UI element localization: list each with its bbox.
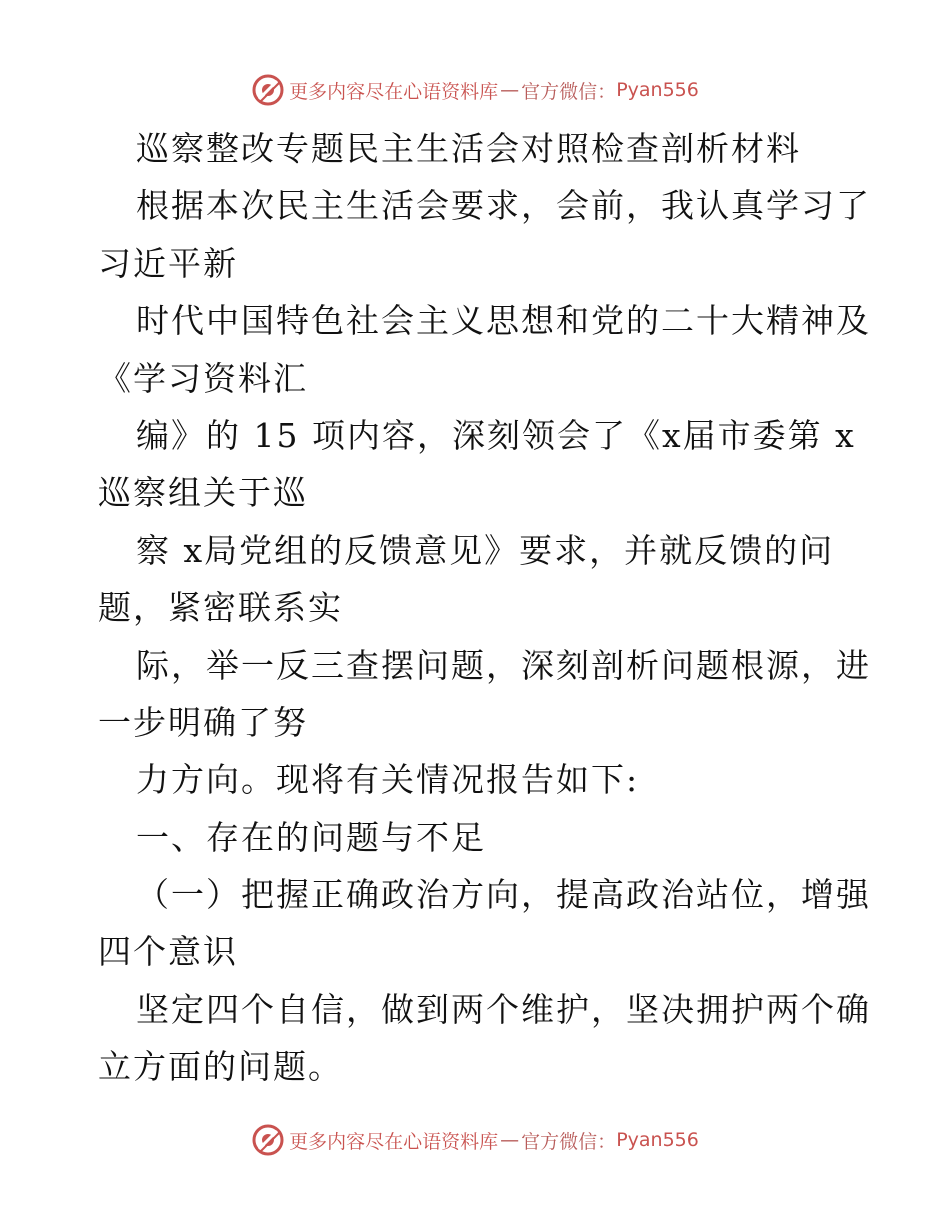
banner-wechat-id: Pyan556: [616, 79, 699, 101]
paragraph-line: 题，紧密联系实: [98, 588, 343, 628]
subsection-heading: （一）把握正确政治方向，提高政治站位，增强: [136, 875, 871, 915]
paragraph-line: 根据本次民主生活会要求，会前，我认真学习了: [136, 186, 871, 226]
brand-logo-icon: [251, 1123, 285, 1157]
header-banner: [0, 70, 950, 110]
paragraph-line: 立方面的问题。: [98, 1047, 343, 1087]
paragraph-line: 力方向。现将有关情况报告如下:: [136, 760, 640, 800]
footer-banner: [0, 1120, 950, 1160]
paragraph-line: 巡察组关于巡: [98, 473, 308, 513]
banner-wechat-id: Pyan556: [616, 1129, 699, 1151]
brand-logo-icon: [251, 73, 285, 107]
banner-main-text: 更多内容尽在心语资料库: [289, 1130, 499, 1153]
banner-main-text: 更多内容尽在心语资料库: [289, 80, 499, 103]
banner-wechat-label: 官方微信：: [521, 80, 617, 103]
paragraph-line: 时代中国特色社会主义思想和党的二十大精神及: [136, 301, 871, 341]
paragraph-line: 习近平新: [98, 243, 238, 283]
document-title: 巡察整改专题民主生活会对照检查剖析材料: [136, 129, 801, 168]
banner-dash: —: [500, 1129, 520, 1151]
paragraph-line: 坚定四个自信，做到两个维护，坚决拥护两个确: [136, 989, 871, 1029]
paragraph-line: 编》的 15 项内容，深刻领会了《x届市委第 x: [136, 415, 856, 455]
paragraph-line: 一步明确了努: [98, 702, 308, 742]
banner-wechat-label: 官方微信：: [521, 1130, 617, 1153]
paragraph-line: 《学习资料汇: [98, 358, 308, 398]
paragraph-line: 察 x局党组的反馈意见》要求，并就反馈的问: [136, 530, 835, 570]
section-heading: 一、存在的问题与不足: [136, 817, 486, 857]
document-body: [98, 120, 871, 1096]
paragraph-line: 四个意识: [98, 932, 238, 972]
paragraph-line: 际，举一反三查摆问题，深刻剖析问题根源，进: [136, 645, 871, 685]
banner-dash: —: [500, 79, 520, 101]
